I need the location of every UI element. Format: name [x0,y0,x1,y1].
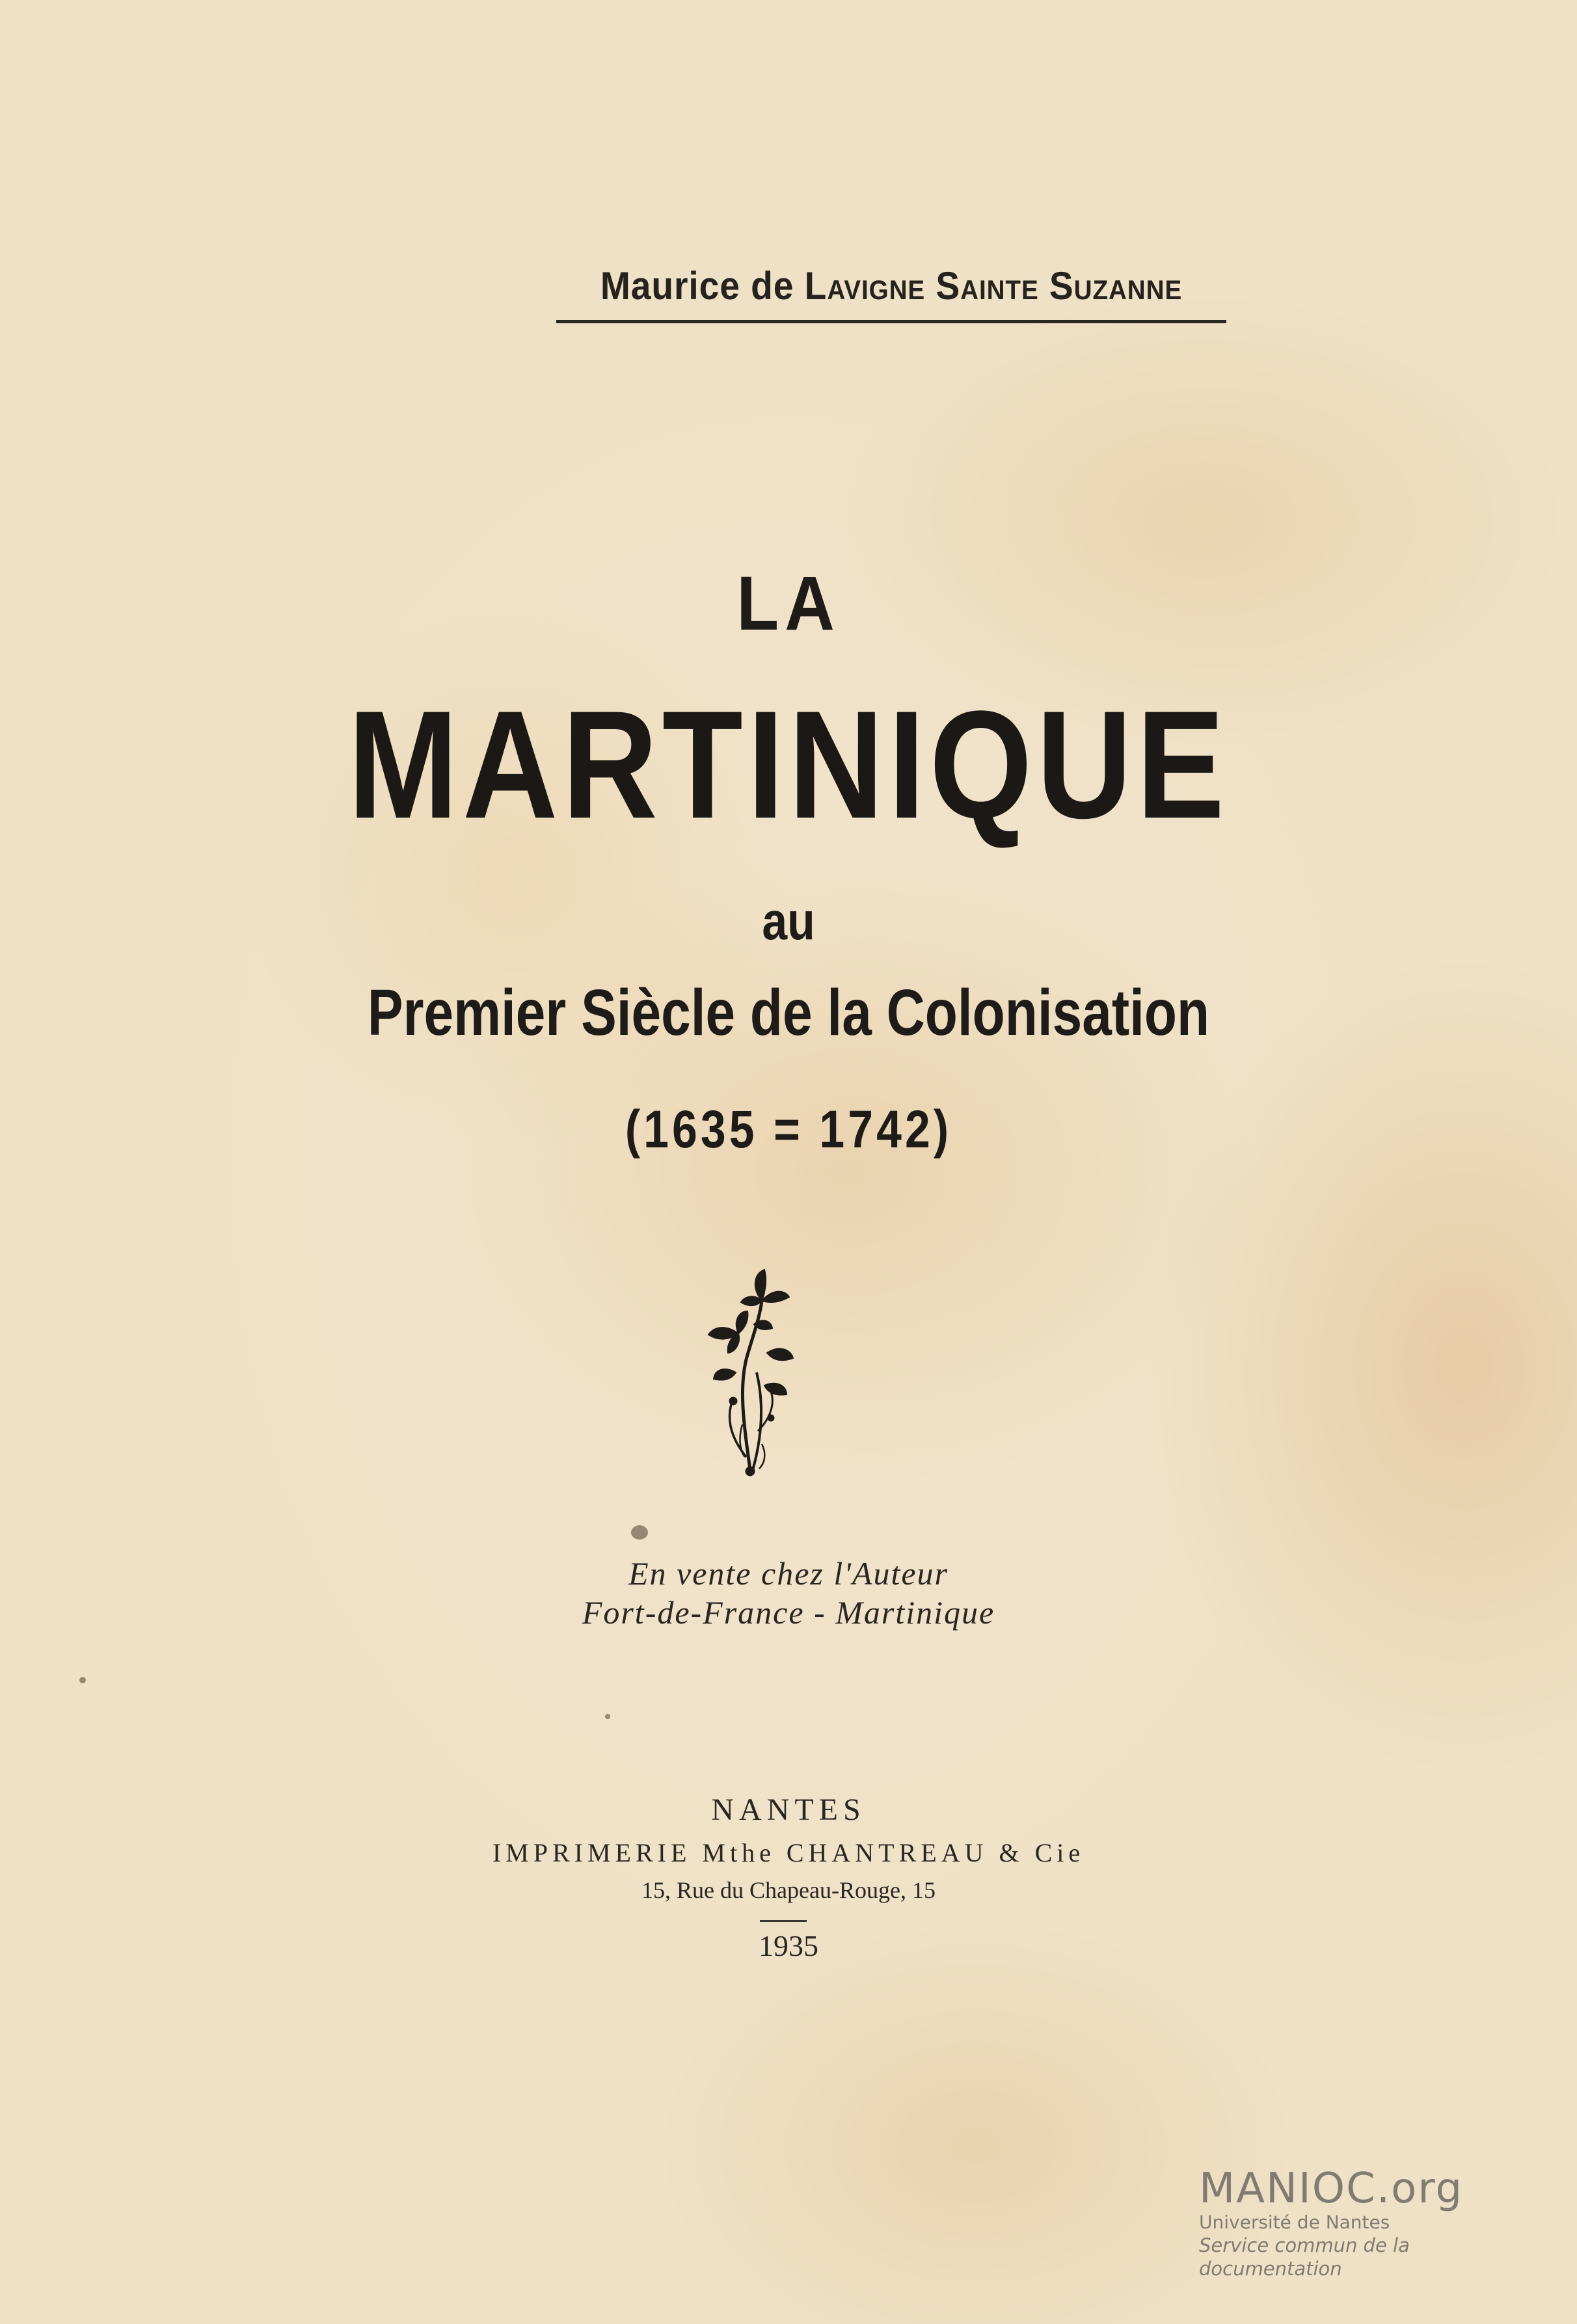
author-first-name: Maurice de [600,264,794,308]
title-connector: au [762,892,815,951]
sale-info-line1: En vente chez l'Auteur [628,1555,949,1592]
watermark-university: Université de Nantes [1199,2211,1390,2233]
floral-ornament-icon [699,1262,797,1476]
imprint-year: 1935 [759,1929,818,1962]
watermark-logo: MANIOC.org [1199,2165,1464,2213]
paper-speck [605,1714,610,1719]
sale-info-line2: Fort-de-France - Martinique [582,1594,995,1631]
manioc-watermark [1199,2166,1550,2280]
author-name [583,263,1200,308]
imprint-divider [760,1920,807,1922]
paper-stain [631,1525,648,1540]
subtitle: Premier Siècle de la Colonisation [367,976,1210,1049]
paper-speck [79,1677,86,1683]
imprint-printer: IMPRIMERIE Mthe CHANTREAU & Cie [492,1838,1085,1867]
watermark-service: Service commun de la documentation [1199,2234,1410,2280]
imprint-address: 15, Rue du Chapeau-Rouge, 15 [641,1877,936,1903]
title-article: LA [736,561,841,647]
title-main: MARTINIQUE [347,679,1230,851]
title-dates: (1635 = 1742) [625,1100,952,1159]
author-underline [556,320,1226,323]
imprint-city: NANTES [711,1793,866,1827]
author-last-name: Lavigne Sainte Suzanne [804,264,1183,308]
